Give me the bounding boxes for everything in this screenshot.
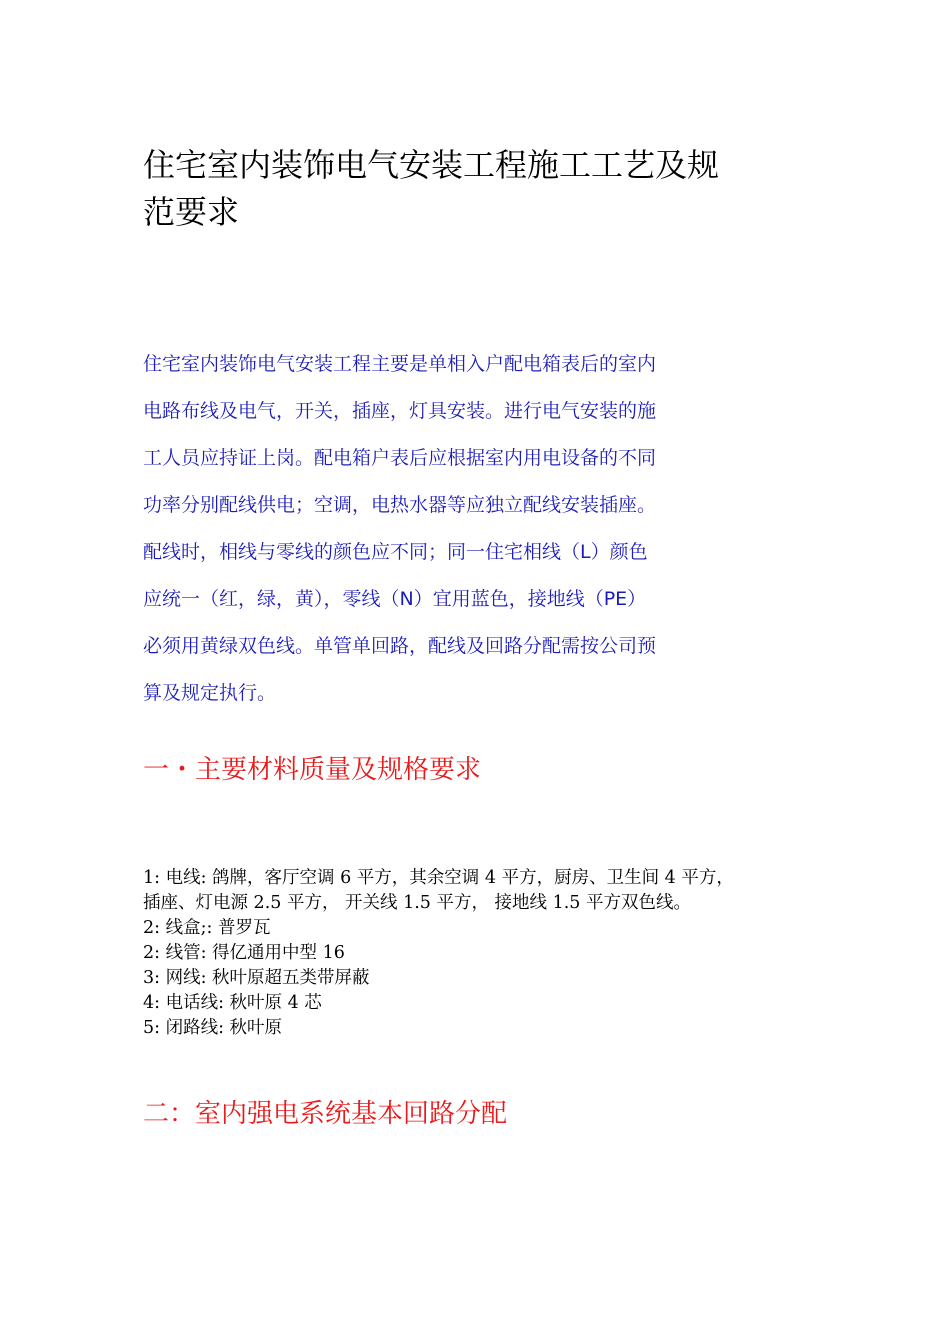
material-item: 4: 电话线: 秋叶原 4 芯 bbox=[143, 993, 322, 1013]
material-item: 1: 电线: 鸽牌，客厅空调 6 平方，其余空调 4 平方，厨房、卫生间 4 平方， bbox=[143, 868, 734, 888]
intro-line: 功率分别配线供电；空调，电热水器等应独立配线安装插座。 bbox=[143, 494, 657, 516]
section-heading-circuits: 二：室内强电系统基本回路分配 bbox=[143, 1099, 508, 1129]
intro-line: 工人员应持证上岗。配电箱户表后应根据室内用电设备的不同 bbox=[143, 447, 657, 469]
page-title bbox=[143, 142, 823, 236]
intro-line: 应统一（红，绿，黄），零线（N）宜用蓝色，接地线（PE） bbox=[143, 588, 647, 610]
material-item: 2: 线管: 得亿通用中型 16 bbox=[143, 943, 345, 963]
materials-list bbox=[143, 866, 843, 1041]
material-item: 2: 线盒;: 普罗瓦 bbox=[143, 918, 271, 938]
material-item: 5: 闭路线: 秋叶原 bbox=[143, 1018, 283, 1038]
intro-line: 配线时，相线与零线的颜色应不同；同一住宅相线（L）颜色 bbox=[143, 541, 648, 563]
intro-line: 算及规定执行。 bbox=[143, 682, 277, 704]
title-line: 住宅室内装饰电气安装工程施工工艺及规 bbox=[143, 146, 720, 184]
intro-line: 必须用黄绿双色线。单管单回路，配线及回路分配需按公司预 bbox=[143, 635, 657, 657]
material-item: 插座、灯电源 2.5 平方， 开关线 1.5 平方， 接地线 1.5 平方双色线。 bbox=[143, 893, 691, 913]
material-item: 3: 网线: 秋叶原超五类带屏蔽 bbox=[143, 968, 370, 988]
section-heading-materials: 一・主要材料质量及规格要求 bbox=[143, 755, 482, 785]
title-line: 范要求 bbox=[143, 193, 240, 231]
intro-paragraph bbox=[143, 341, 763, 717]
intro-line: 住宅室内装饰电气安装工程主要是单相入户配电箱表后的室内 bbox=[143, 353, 657, 375]
intro-line: 电路布线及电气，开关，插座，灯具安装。进行电气安装的施 bbox=[143, 400, 657, 422]
